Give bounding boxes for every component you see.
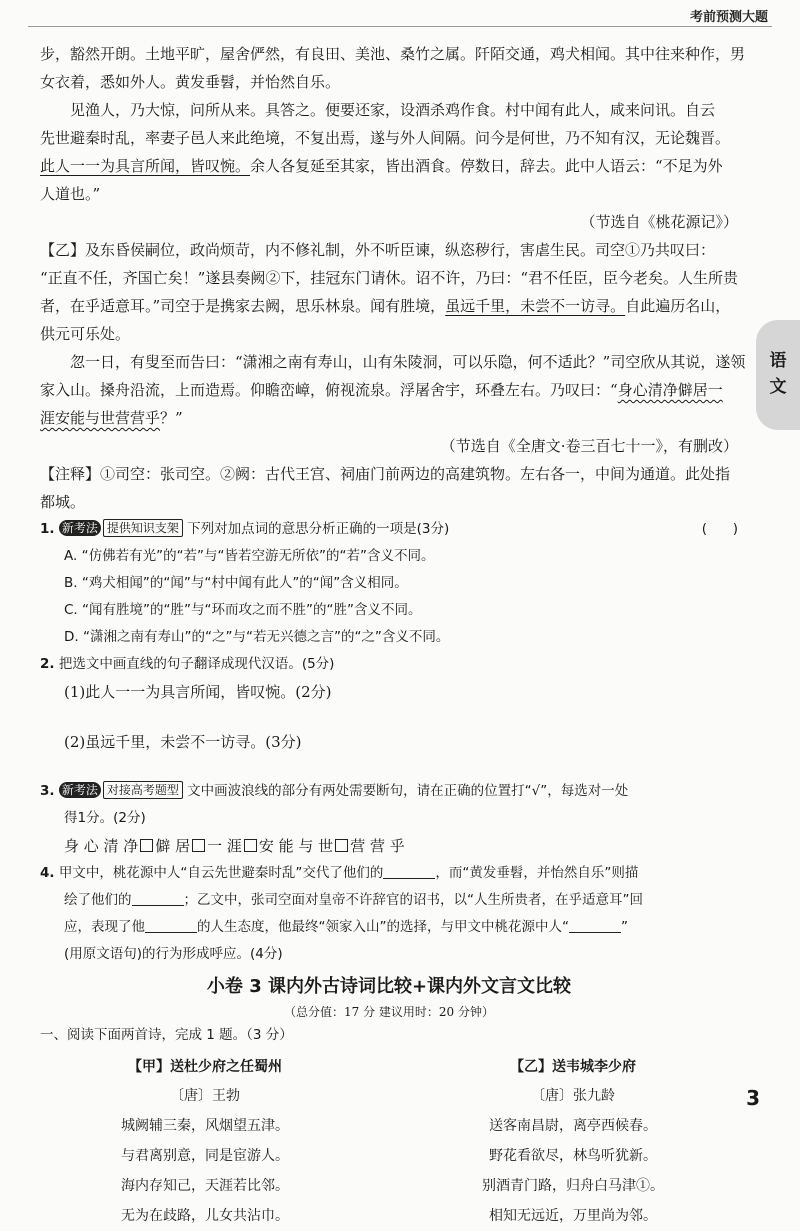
passage-line: 见渔人，乃大惊，问所从来。具答之。便要还家，设酒杀鸡作食。村中闻有此人，咸来问讯。自云 — [70, 101, 716, 119]
question-text: ，而“黄发垂髫，并怡然自乐”则描 — [435, 865, 639, 881]
source-citation: （节选自《桃花源记》） — [580, 213, 738, 231]
underlined-sentence: 此人一一为具言所闻，皆叹惋。 — [40, 157, 251, 175]
question-text: 应，表现了他 — [64, 919, 145, 935]
text-segment: 僻 居 — [155, 837, 191, 855]
answer-space[interactable] — [40, 756, 738, 778]
question-3 — [40, 778, 738, 805]
passage-line: 女衣着，悉如外人。黄发垂髫，并怡然自乐。 — [40, 73, 341, 91]
passage-text: 者，在乎适意耳。”司空于是携家去阙，思乐林泉。闻有胜境， — [40, 297, 446, 315]
text-segment: 营 营 乎 — [350, 837, 405, 855]
passage-line: “正直不任，齐国亡矣！”遂县奏阙②下，挂冠东门请休。诏不许，乃曰：“君不任臣，臣今老矣。人生所贵 — [40, 269, 739, 287]
answer-space[interactable] — [40, 706, 738, 728]
poem-jia — [40, 1053, 370, 1231]
question-4-line — [40, 914, 738, 941]
answer-paren[interactable]: ( ) — [701, 521, 738, 537]
passage-line: 供元可乐处。 — [40, 325, 131, 343]
sub-question-2: (2)虽远千里，未尝不一访寻。(3分) — [64, 733, 302, 751]
checkbox[interactable] — [140, 839, 153, 852]
page-header-label: 考前预测大题 — [689, 10, 768, 25]
section-meta: （总分值：17 分 建议用时：20 分钟） — [284, 1005, 494, 1019]
passage-text: 自此遍历名山， — [625, 297, 731, 315]
wavy-underlined-text: 涯安能与世营营乎 — [40, 409, 161, 427]
question-1 — [40, 516, 738, 543]
poem-title: 【甲】送杜少府之任蜀州 — [128, 1059, 282, 1075]
checkbox[interactable] — [244, 839, 257, 852]
question-tag: 对接高考题型 — [103, 781, 183, 799]
punctuation-boxes — [40, 832, 738, 860]
option-c: C. “闻有胜境”的“胜”与“环而攻之而不胜”的“胜”含义不同。 — [64, 602, 422, 618]
question-text: 甲文中，桃花源中人“自云先世避秦时乱”交代了他们的 — [58, 865, 384, 881]
poem-line: 送客南昌尉，离亭西候春。 — [489, 1118, 657, 1134]
page-number: 3 — [746, 1086, 760, 1110]
section-instruction: 一、阅读下面两首诗，完成 1 题。（3 分） — [40, 1027, 293, 1043]
question-tag: 提供知识支架 — [103, 519, 183, 537]
question-4-line — [40, 887, 738, 914]
question-text: ；乙文中，张司空面对皇帝不许辞官的诏书，以“人生所贵者，在乎适意耳”回 — [183, 892, 643, 908]
question-text: 的人生态度，他最终“领家入山”的选择，与甲文中桃花源中人“ — [197, 919, 569, 935]
wavy-underlined-text: 身心清净僻居一 — [617, 381, 723, 399]
question-text: 下列对加点词的意思分析正确的一项是(3分) — [187, 521, 450, 537]
section-title: 小卷 3 课内外古诗词比较+课内外文言文比较 — [206, 976, 572, 997]
question-number: 3. — [40, 783, 55, 799]
poem-title: 【乙】送韦城李少府 — [510, 1059, 636, 1075]
poem-line: 与君离别意，同是宦游人。 — [121, 1148, 289, 1164]
question-2 — [40, 651, 738, 678]
poem-yi — [408, 1053, 738, 1231]
checkbox[interactable] — [192, 839, 205, 852]
passage-line: 人道也。” — [40, 185, 101, 203]
option-b: B. “鸡犬相闻”的“闻”与“村中闻有此人”的“闻”含义相同。 — [64, 575, 408, 591]
passage-text: 家入山。搡舟沿流，上而造焉。仰瞻峦嶂，俯视流泉。浮屠舍宇，环叠左右。乃叹曰：“ — [40, 381, 618, 399]
subject-tab-label: 语文 — [769, 351, 787, 397]
fill-blank[interactable] — [145, 918, 197, 933]
passage-line: 步，豁然开朗。土地平旷，屋舍俨然，有良田、美池、桑竹之属。阡陌交通，鸡犬相闻。其中往来种作，男 — [40, 45, 746, 63]
underlined-sentence: 虽远千里，未尝不一访寻。 — [445, 297, 626, 315]
question-4-line: (用原文语句)的行为形成呼应。(4分) — [64, 946, 283, 962]
passage-line: 先世避秦时乱，率妻子邑人来此绝境，不复出焉，遂与外人间隔。问今是何世，乃不知有汉，无论魏晋。 — [40, 129, 731, 147]
passage-line — [40, 376, 738, 404]
sub-question-1: (1)此人一一为具言所闻，皆叹惋。(2分) — [64, 683, 332, 701]
question-text-cont: 得1分。(2分) — [64, 810, 146, 826]
passage-line — [40, 292, 738, 320]
poem-author: 〔唐〕王勃 — [170, 1088, 240, 1104]
annotation-line: 【注释】①司空：张司空。②阙：古代王宫、祠庙门前两边的高建筑物。左右各一，中间为通道。此处指 — [40, 465, 731, 483]
passage-text: 余人各复延至其家，皆出酒食。停数日，辞去。此中人语云：“不足为外 — [250, 157, 723, 175]
option-d: D. “潇湘之南有寿山”的“之”与“若无兴德之言”的“之”含义不同。 — [64, 629, 450, 645]
fill-blank[interactable] — [132, 891, 184, 906]
poem-line: 无为在歧路，儿女共沾巾。 — [121, 1208, 289, 1224]
passage-line: 【乙】及东昏侯嗣位，政尚烦苛，内不修礼制，外不听臣谏，纵恣秽行，害虐生民。司空①乃共叹曰： — [40, 241, 716, 259]
main-content — [40, 40, 746, 1231]
text-segment: 身 心 清 净 — [64, 837, 139, 855]
poem-line: 相知无远近，万里尚为邻。 — [489, 1208, 657, 1224]
question-number: 2. — [40, 656, 55, 672]
header-divider — [28, 26, 772, 27]
question-number: 4. — [40, 865, 55, 881]
source-citation: （节选自《全唐文·卷三百七十一》，有删改） — [440, 437, 738, 455]
poem-line: 海内存知己，天涯若比邻。 — [121, 1178, 289, 1194]
annotation-line: 都城。 — [40, 493, 86, 511]
question-1-stem — [40, 516, 449, 543]
passage-text: ？” — [160, 409, 183, 427]
new-method-badge: 新考法 — [59, 782, 101, 798]
question-text: ” — [620, 919, 628, 935]
fill-blank[interactable] — [569, 918, 621, 933]
text-segment: 安 能 与 世 — [258, 837, 334, 855]
new-method-badge: 新考法 — [59, 520, 101, 536]
question-text: 绘了他们的 — [64, 892, 132, 908]
text-segment: 一 涯 — [207, 837, 242, 855]
passage-line — [40, 152, 738, 180]
question-4 — [40, 860, 738, 887]
poems — [40, 1053, 738, 1231]
poem-line: 别酒青门路，归舟白马津①。 — [482, 1178, 664, 1194]
fill-blank[interactable] — [383, 864, 435, 879]
question-text: 文中画波浪线的部分有两处需要断句，请在正确的位置打“√”，每选对一处 — [187, 783, 629, 799]
passage-line — [40, 404, 738, 432]
question-number: 1. — [40, 521, 55, 537]
poem-line: 城阙辅三秦，风烟望五津。 — [121, 1118, 289, 1134]
checkbox[interactable] — [335, 839, 348, 852]
poem-author: 〔唐〕张九龄 — [531, 1088, 615, 1104]
passage-line: 忽一日，有叟至而告曰：“潇湘之南有寿山，山有朱陵洞，可以乐隐，何不适此？”司空欣从其说，遂领 — [70, 353, 746, 371]
question-text: 把选文中画直线的句子翻译成现代汉语。(5分) — [58, 656, 335, 672]
poem-line: 野花看欲尽，林鸟听犹新。 — [489, 1148, 657, 1164]
option-a: A. “仿佛若有光”的“若”与“皆若空游无所依”的“若”含义不同。 — [64, 548, 435, 564]
